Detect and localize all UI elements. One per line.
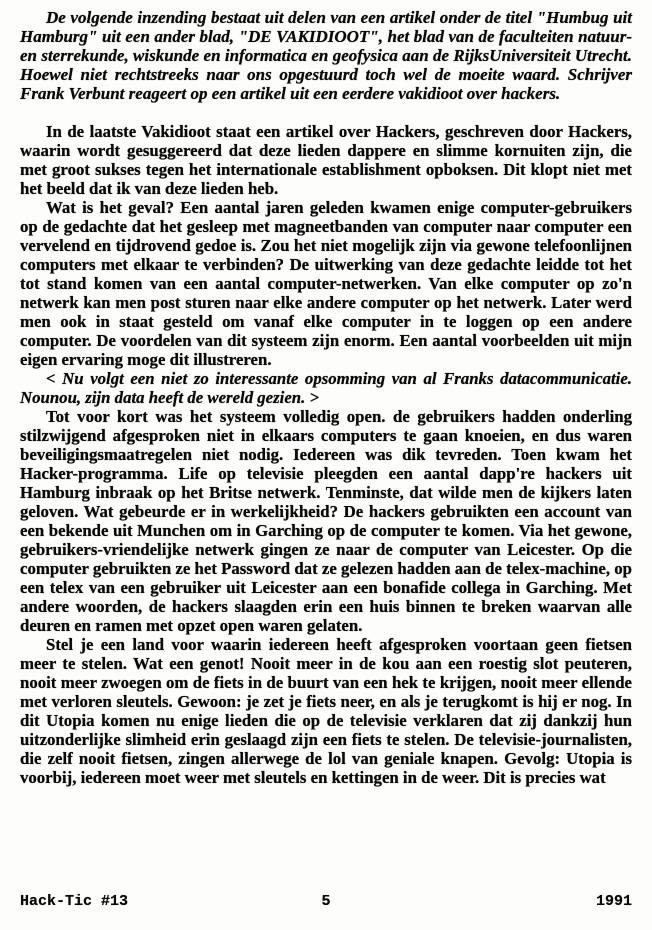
footer-page-number: 5	[321, 893, 331, 910]
editorial-aside: < Nu volgt een niet zo interessante opsomming van al Franks datacommunicatie. Nounou, zijn data heeft de wereld gezien. >	[20, 369, 632, 407]
footer-year: 1991	[595, 893, 632, 910]
paragraph-netwerken: Wat is het geval? Een aantal jaren geleden kwamen enige computer-gebruikers op de gedachte dat het gesleep met magneetbanden van computer naar computer een vervelend en tijdrovend gedoe is. Zou het niet mogelijk zijn via gewone telefoonlijnen computers met elkaar te verbinden? De uitwerking van deze gedachte leidde tot het tot stand komen van een aantal computer-netwerken. Van elke computer op zo'n netwerk kan men post sturen naar elke andere computer op het netwerk. Later werd men ook in staat gesteld om vanaf elke computer in te loggen op een andere computer. De voordelen van dit systeem zijn enorm. Een aantal voorbeelden uit mijn eigen ervaring moge dit illustreren.	[20, 198, 632, 369]
page-footer	[20, 893, 632, 910]
paragraph-hackers-artikel: In de laatste Vakidioot staat een artikel over Hackers, geschreven door Hackers, waarin wordt gesuggereerd dat deze lieden dappere en slimme kornuiten zijn, die met groot sukses tegen het internationale establishment opboksen. Dit klopt niet met het beeld dat ik van deze lieden heb.	[20, 122, 632, 198]
paragraph-fietsen-utopia: Stel je een land voor waarin iedereen heeft afgesproken voortaan geen fietsen meer te stelen. Wat een genot! Nooit meer in de kou aan een roestig slot peuteren, nooit meer zwoegen om de fiets in de buurt van een hek te krijgen, nooit meer ellende met verloren sleutels. Gewoon: je zet je fiets neer, en als je terugkomt is hij er nog. In dit Utopia komen nu enige lieden die op de televisie verklaren dat zij dankzij hun uitzonderlijke slimheid erin geslaagd zijn een fiets te stelen. De televisie-journalisten, die zelf nooit fietsen, zingen allerwege de lol van geniale knapen. Gevolg: Utopia is voorbij, iedereen moet weer met sleutels en kettingen in de weer. Dit is precies wat	[20, 635, 632, 787]
article-body	[20, 122, 632, 787]
paragraph-hacker-programma: Tot voor kort was het systeem volledig open. de gebruikers hadden onderling stilzwijgend afgesproken niet in elkaars computers te gaan knoeien, en dus waren beveiligingsmaatregelen niet nodig. Iedereen was dik tevreden. Toen kwam het Hacker-programma. Life op televisie pleegden een aantal dapp're hackers uit Hamburg inbraak op het Britse netwerk. Tenminste, dat wilde men de kijkers laten geloven. Wat gebeurde er in werkelijkheid? De hackers gebruikten een account van een bekende uit Munchen om in Garching op de computer te komen. Via het gewone, gebruikers-vriendelijke netwerk gingen ze naar de computer van Leicester. Op die computer gebruikten ze het Password dat ze gelezen hadden aan de telex-machine, op een telex van een gebruiker uit Leicester aan een bonafide collega in Garching. Met andere woorden, de hackers slaagden erin een huis binnen te breken waarvan alle deuren en ramen met opzet open waren gelaten.	[20, 407, 632, 635]
editorial-intro: De volgende inzending bestaat uit delen van een artikel onder de titel "Humbug uit Hamburg" uit een ander blad, "DE VAKIDIOOT", het blad van de faculteiten natuur- en sterrekunde, wiskunde en informatica en geofysica aan de RijksUniversiteit Utrecht. Hoewel niet rechtstreeks naar ons opgestuurd toch wel de moeite waard. Schrijver Frank Verbunt reageert op een artikel uit een eerdere vakidioot over hackers.	[20, 8, 632, 103]
footer-publication: Hack-Tic #13	[20, 893, 129, 910]
